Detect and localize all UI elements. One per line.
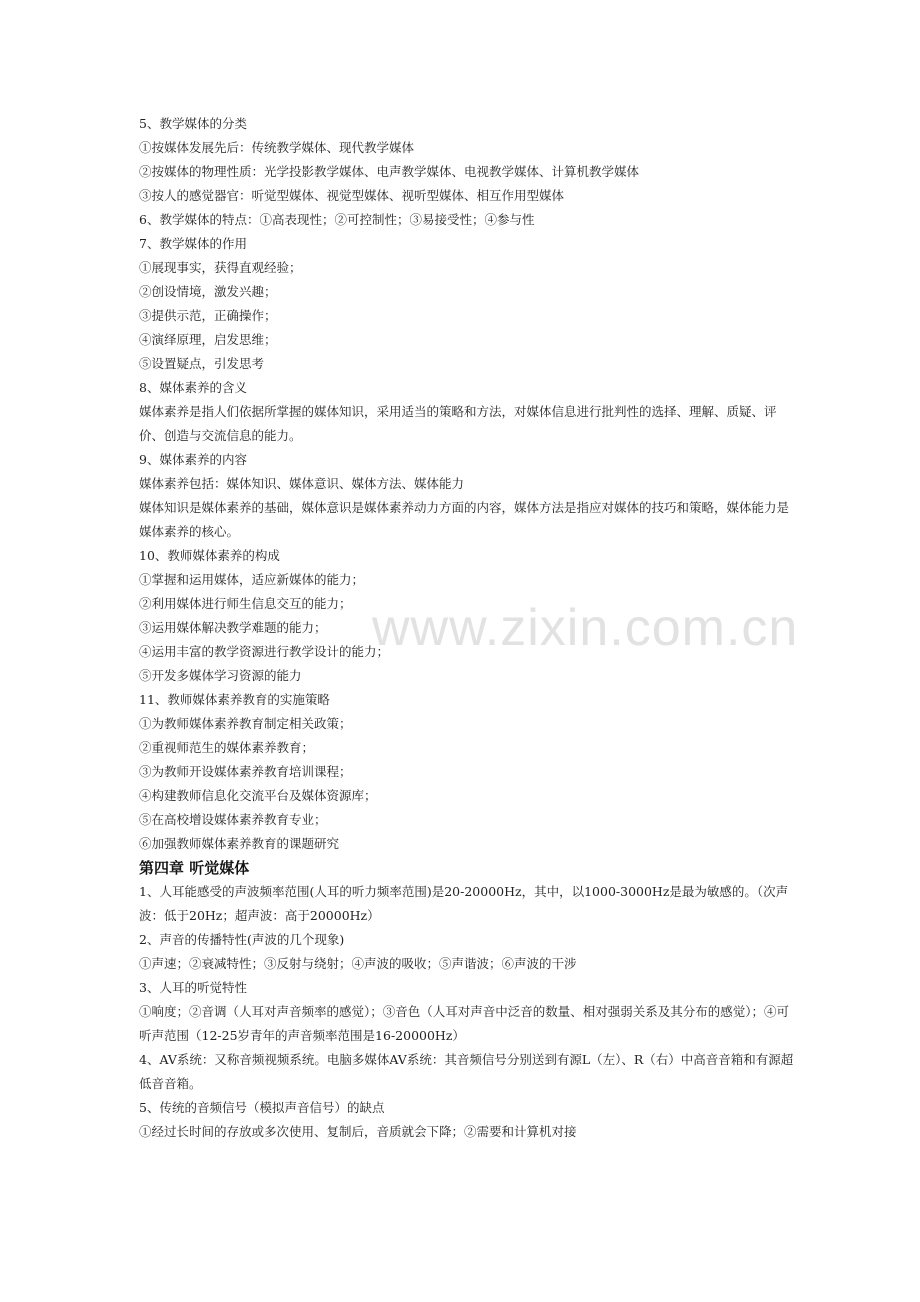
list-item: ①经过长时间的存放或多次使用、复制后，音质就会下降；②需要和计算机对接 <box>139 1124 577 1139</box>
list-item: ⑤开发多媒体学习资源的能力 <box>139 668 302 683</box>
section-heading: 11、教师媒体素养教育的实施策略 <box>139 692 330 707</box>
list-item: ④运用丰富的教学资源进行教学设计的能力； <box>139 644 390 659</box>
watermark: www.zixin.com.cn <box>372 599 799 657</box>
list-item: ①按媒体发展先后：传统教学媒体、现代教学媒体 <box>139 140 415 155</box>
list-item: ③为教师开设媒体素养教育培训课程； <box>139 764 352 779</box>
list-item: ①掌握和运用媒体，适应新媒体的能力； <box>139 572 365 587</box>
section-heading: 10、教师媒体素养的构成 <box>139 548 280 563</box>
paragraph: ①响度；②音调（人耳对声音频率的感觉）；③音色（人耳对声音中泛音的数量、相对强弱关系及其分布的感觉）；④可听声范围（12-25岁青年的声音频率范围是16-20000Hz） <box>139 1004 790 1043</box>
section-heading: 2、声音的传播特性(声波的几个现象) <box>139 932 345 947</box>
section-heading: 9、媒体素养的内容 <box>139 452 247 467</box>
chapter-title: 第四章 听觉媒体 <box>139 859 250 877</box>
list-item: ③提供示范，正确操作； <box>139 308 277 323</box>
section-heading: 6、教学媒体的特点：①高表现性；②可控制性；③易接受性；④参与性 <box>139 212 535 227</box>
section-heading: 5、教学媒体的分类 <box>139 116 247 131</box>
paragraph: 1、人耳能感受的声波频率范围(人耳的听力频率范围)是20-20000Hz，其中，以1000-3000Hz是最为敏感的。（次声波：低于20Hz；超声波：高于20000Hz） <box>139 884 789 923</box>
section-heading: 8、媒体素养的含义 <box>139 380 247 395</box>
section-heading: 3、人耳的听觉特性 <box>139 980 247 995</box>
list-item: ③按人的感觉器官：听觉型媒体、视觉型媒体、视听型媒体、相互作用型媒体 <box>139 188 565 203</box>
list-item: ⑥加强教师媒体素养教育的课题研究 <box>139 836 340 851</box>
paragraph: 4、AV系统：又称音频视频系统。电脑多媒体AV系统：其音频信号分别送到有源L（左）、R（右）中高音音箱和有源超低音音箱。 <box>139 1052 794 1091</box>
document-body <box>139 112 799 1144</box>
list-item: ②按媒体的物理性质：光学投影教学媒体、电声教学媒体、电视教学媒体、计算机教学媒体 <box>139 164 640 179</box>
paragraph: 媒体素养包括：媒体知识、媒体意识、媒体方法、媒体能力 <box>139 476 465 491</box>
paragraph: 媒体知识是媒体素养的基础，媒体意识是媒体素养动力方面的内容，媒体方法是指应对媒体的技巧和策略，媒体能力是媒体素养的核心。 <box>139 500 790 539</box>
list-item: ②创设情境，激发兴趣； <box>139 284 277 299</box>
list-item: ④构建教师信息化交流平台及媒体资源库； <box>139 788 377 803</box>
list-item: ①展现事实，获得直观经验； <box>139 260 302 275</box>
list-item: ②重视师范生的媒体素养教育； <box>139 740 315 755</box>
list-item: ③运用媒体解决教学难题的能力； <box>139 620 327 635</box>
section-heading: 5、传统的音频信号（模拟声音信号）的缺点 <box>139 1100 385 1115</box>
list-item: ⑤设置疑点，引发思考 <box>139 356 265 371</box>
list-item: ④演绎原理，启发思维； <box>139 332 277 347</box>
list-item: ①为教师媒体素养教育制定相关政策； <box>139 716 352 731</box>
paragraph: 媒体素养是指人们依据所掌握的媒体知识，采用适当的策略和方法，对媒体信息进行批判性的选择、理解、质疑、评价、创造与交流信息的能力。 <box>139 404 777 443</box>
section-heading: 7、教学媒体的作用 <box>139 236 247 251</box>
list-item: ①声速；②衰减特性；③反射与绕射；④声波的吸收；⑤声谐波；⑥声波的干涉 <box>139 956 577 971</box>
list-item: ⑤在高校增设媒体素养教育专业； <box>139 812 327 827</box>
list-item: ②利用媒体进行师生信息交互的能力； <box>139 596 352 611</box>
